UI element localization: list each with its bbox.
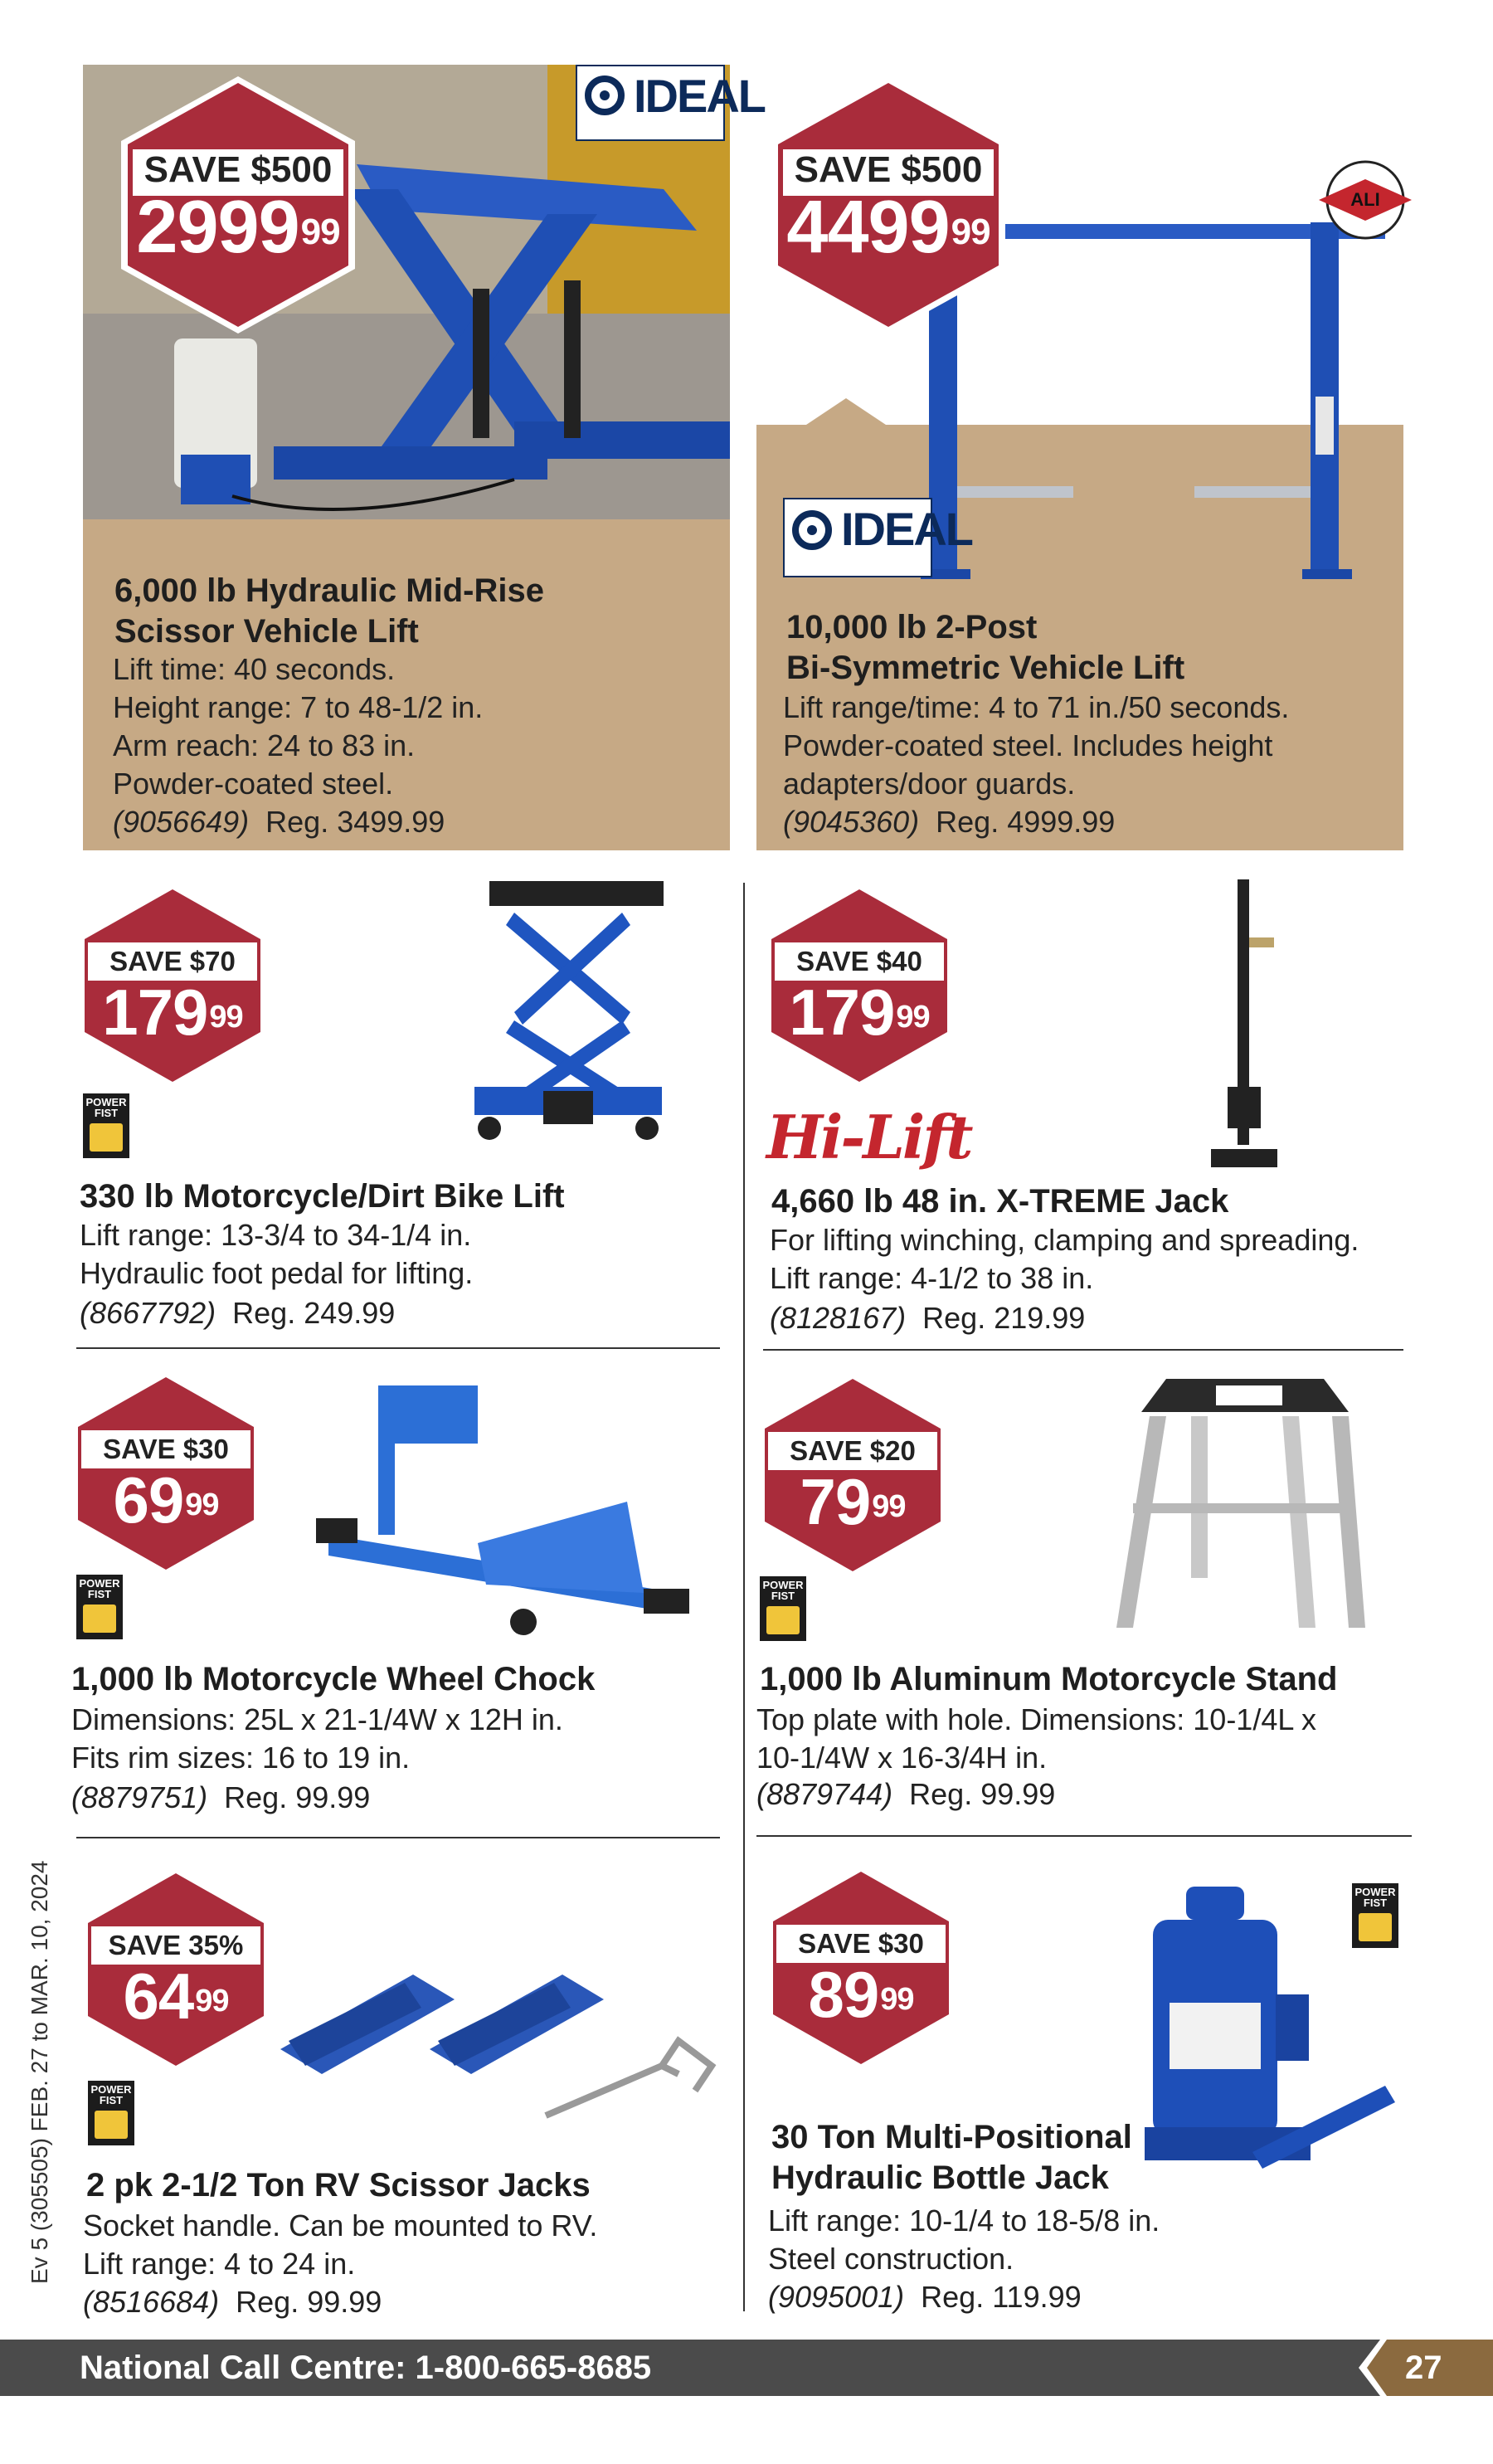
sku-and-reg-price: (8667792) Reg. 249.99: [80, 1296, 396, 1330]
sale-price: 2999$^{99}$: [136, 186, 340, 269]
product-title: 30 Ton Multi-Positional Hydraulic Bottle Jack: [771, 2119, 1132, 2196]
product-title: 6,000 lb Hydraulic Mid-Rise Scissor Vehicle Lift: [114, 572, 544, 650]
product-title: 1,000 lb Aluminum Motorcycle Stand: [760, 1661, 1338, 1697]
sale-price: $89^{99}$: [808, 1958, 914, 2031]
save-label: SAVE $30: [103, 1434, 229, 1464]
ali-text: ALI: [1350, 189, 1380, 210]
powerfist-logo: POWER FIST: [76, 1575, 123, 1639]
rv-scissor-jacks-photo: [264, 1950, 728, 2132]
price-tag-xtreme-jack: [763, 881, 956, 1090]
product-description: Lift range: 10-1/4 to 18-5/8 in. Steel construction.: [768, 2203, 1160, 2276]
sale-price: $64^{99}$: [123, 1960, 229, 2033]
section-divider: [756, 1835, 1412, 1837]
price-tag-bottle-jack: [765, 1863, 957, 2072]
price-tag-rv-scissor-jacks: [80, 1865, 272, 2074]
footer-bar: [0, 2340, 1493, 2396]
call-centre-text: National Call Centre: 1-800-665-8685: [80, 2350, 652, 2386]
section-divider: [763, 1349, 1403, 1351]
panel-notch: [796, 398, 896, 431]
save-label: SAVE $30: [798, 1928, 924, 1959]
product-description: Socket handle. Can be mounted to RV. Lift range: 4 to 24 in.: [83, 2208, 598, 2281]
powerfist-logo: POWER FIST: [83, 1093, 129, 1158]
sale-price: 4499$^{99}$: [786, 186, 990, 269]
section-divider: [76, 1837, 720, 1838]
product-description: For lifting winching, clamping and spreading. Lift range: 4-1/2 to 38 in.: [770, 1223, 1359, 1295]
product-title: 1,000 lb Motorcycle Wheel Chock: [71, 1661, 596, 1697]
product-title: 4,660 lb 48 in. X-TREME Jack: [771, 1183, 1229, 1220]
save-label: SAVE $70: [109, 946, 236, 976]
page-number: 27: [1405, 2350, 1442, 2386]
ali-certified-badge: [1314, 154, 1417, 246]
sku-and-reg-price: (9045360) Reg. 4999.99: [783, 805, 1116, 839]
save-label: SAVE $20: [790, 1435, 916, 1466]
price-tag-motorcycle-stand: [756, 1371, 949, 1580]
ideal-logo-text: IDEAL: [634, 70, 765, 122]
sku-and-reg-price: (8879751) Reg. 99.99: [71, 1780, 371, 1814]
sku-and-reg-price: (9056649) Reg. 3499.99: [113, 805, 445, 839]
column-divider: [743, 883, 745, 2311]
ideal-logo-2: [783, 498, 972, 577]
powerfist-logo: POWER FIST: [760, 1576, 806, 1641]
sale-price: $79^{99}$: [800, 1465, 906, 1538]
motorcycle-lift-photo: [464, 879, 672, 1145]
sku-and-reg-price: (9095001) Reg. 119.99: [768, 2280, 1082, 2314]
ideal-logo-2-text: IDEAL: [841, 503, 972, 555]
wheel-chock-photo: [312, 1377, 693, 1643]
product-title: 2 pk 2-1/2 Ton RV Scissor Jacks: [86, 2167, 591, 2203]
sku-and-reg-price: (8879744) Reg. 99.99: [756, 1777, 1056, 1811]
ideal-logo: [576, 65, 765, 141]
flyer-event-code: Ev 5 (305505) FEB. 27 to MAR. 10, 2024: [27, 1860, 52, 2284]
save-label: SAVE $500: [143, 149, 333, 190]
powerfist-logo: POWER FIST: [88, 2081, 134, 2145]
product-title: 10,000 lb 2-Post Bi-Symmetric Vehicle Lift: [786, 609, 1185, 686]
sku-and-reg-price: (8128167) Reg. 219.99: [770, 1301, 1086, 1335]
price-tag-2post-lift: [768, 73, 1009, 337]
product-title: 330 lb Motorcycle/Dirt Bike Lift: [80, 1178, 565, 1215]
save-label: SAVE $500: [794, 149, 983, 190]
section-divider: [76, 1347, 720, 1349]
save-label: SAVE 35%: [108, 1930, 244, 1960]
xtreme-jack-photo: [1194, 879, 1294, 1171]
bottle-jack-photo: [1136, 1878, 1402, 2169]
price-tag-scissor-lift: [118, 73, 358, 337]
hilift-logo: Hi-Lift: [766, 1102, 971, 1172]
sale-price: $69^{99}$: [113, 1463, 219, 1536]
page-number-tab: [1352, 2340, 1493, 2396]
price-tag-wheel-chock: [70, 1369, 262, 1578]
save-label: SAVE $40: [796, 946, 922, 976]
powerfist-logo: POWER FIST: [1352, 1883, 1398, 1948]
motorcycle-stand-photo: [1116, 1371, 1365, 1643]
product-description: Top plate with hole. Dimensions: 10-1/4L x 10-1/4W x 16-3/4H in.: [756, 1702, 1317, 1775]
product-description: Lift range: 13-3/4 to 34-1/4 in. Hydraulic foot pedal for lifting.: [80, 1218, 474, 1290]
sku-and-reg-price: (8516684) Reg. 99.99: [83, 2285, 382, 2319]
product-description: Lift time: 40 seconds. Height range: 7 to 48-1/2 in. Arm reach: 24 to 83 in. Powder-coated steel.: [113, 652, 484, 801]
sale-price: $179^{99}$: [789, 976, 930, 1049]
product-description: Dimensions: 25L x 21-1/4W x 12H in. Fits rim sizes: 16 to 19 in.: [71, 1702, 563, 1775]
product-description: Lift range/time: 4 to 71 in./50 seconds. Powder-coated steel. Includes height adapters/door guards.: [783, 690, 1290, 801]
sale-price: $179^{99}$: [102, 976, 243, 1049]
price-tag-motorcycle-lift: [76, 881, 269, 1090]
